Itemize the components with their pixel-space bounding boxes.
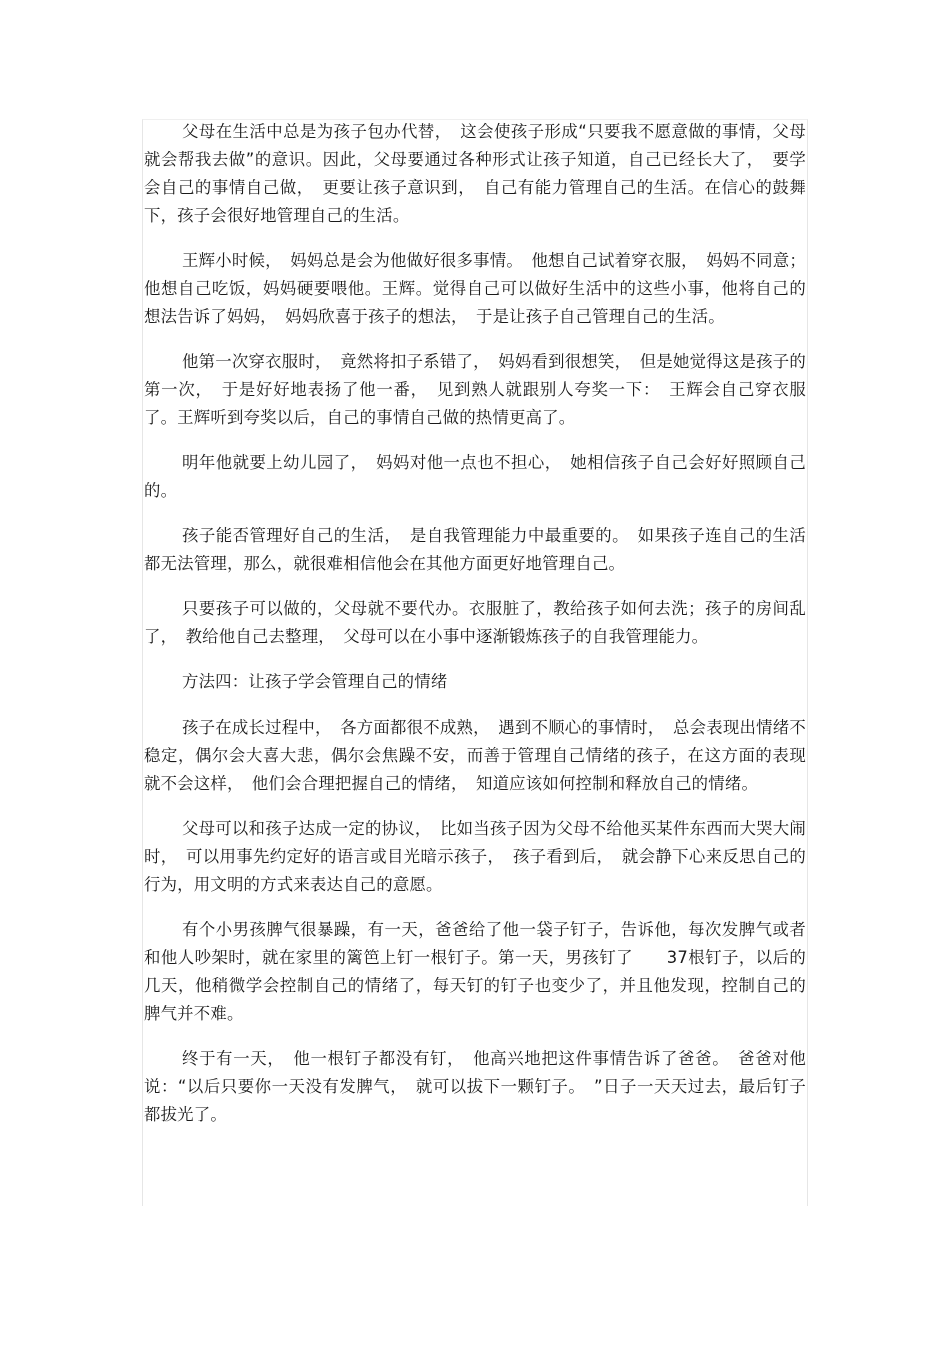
paragraph-6: 只要孩子可以做的，父母就不要代办。衣服脏了，教给孩子如何去洗；孩子的房间乱了， 教给他自己去整理， 父母可以在小事中逐渐锻炼孩子的自我管理能力。: [144, 599, 806, 646]
paragraph-3: 他第一次穿衣服时， 竟然将扣子系错了， 妈妈看到很想笑， 但是她觉得这是孩子的第一次， 于是好好地表扬了他一番， 见到熟人就跟别人夸奖一下： 王辉会自己穿衣服了。王辉听到夸奖以后，自己的事情自己做的热情更高了。: [144, 352, 806, 427]
paragraph-7: 孩子在成长过程中， 各方面都很不成熟， 遇到不顺心的事情时， 总会表现出情绪不稳定，偶尔会大喜大悲，偶尔会焦躁不安，而善于管理自己情绪的孩子，在这方面的表现就不会这样， 他们会合理把握自己的情绪， 知道应该如何控制和释放自己的情绪。: [144, 718, 806, 793]
paragraph-2: 王辉小时候， 妈妈总是会为他做好很多事情。 他想自己试着穿衣服， 妈妈不同意；他想自己吃饭，妈妈硬要喂他。王辉。觉得自己可以做好生活中的这些小事，他将自己的想法告诉了妈妈， 妈妈欣喜于孩子的想法， 于是让孩子自己管理自己的生活。: [144, 251, 806, 326]
section-heading: 方法四：让孩子学会管理自己的情绪: [182, 672, 448, 691]
paragraph-9: 有个小男孩脾气很暴躁，有一天，爸爸给了他一袋子钉子，告诉他，每次发脾气或者和他人吵架时，就在家里的篱笆上钉一根钉子。第一天，男孩钉了 37根钉子，以后的几天，他稍微学会控制自己的情绪了，每天钉的钉子也变少了，并且他发现，控制自己的脾气并不难。: [144, 920, 806, 1023]
article-body: [144, 118, 806, 1146]
paragraph-1: 父母在生活中总是为孩子包办代替， 这会使孩子形成“只要我不愿意做的事情，父母就会帮我去做”的意识。因此，父母要通过各种形式让孩子知道，自己已经长大了， 要学会自己的事情自己做， 更要让孩子意识到， 自己有能力管理自己的生活。在信心的鼓舞下，孩子会很好地管理自己的生活。: [144, 122, 806, 225]
paragraph-8: 父母可以和孩子达成一定的协议， 比如当孩子因为父母不给他买某件东西而大哭大闹时， 可以用事先约定好的语言或目光暗示孩子， 孩子看到后， 就会静下心来反思自己的行为，用文明的方式来表达自己的意愿。: [144, 819, 806, 894]
paragraph-5: 孩子能否管理好自己的生活， 是自我管理能力中最重要的。 如果孩子连自己的生活都无法管理，那么，就很难相信他会在其他方面更好地管理自己。: [144, 526, 806, 573]
paragraph-4: 明年他就要上幼儿园了， 妈妈对他一点也不担心， 她相信孩子自己会好好照顾自己的。: [144, 453, 806, 500]
paragraph-10: 终于有一天， 他一根钉子都没有钉， 他高兴地把这件事情告诉了爸爸。 爸爸对他说：“以后只要你一天没有发脾气， 就可以拔下一颗钉子。 ”日子一天天过去，最后钉子都拔光了。: [144, 1049, 806, 1124]
